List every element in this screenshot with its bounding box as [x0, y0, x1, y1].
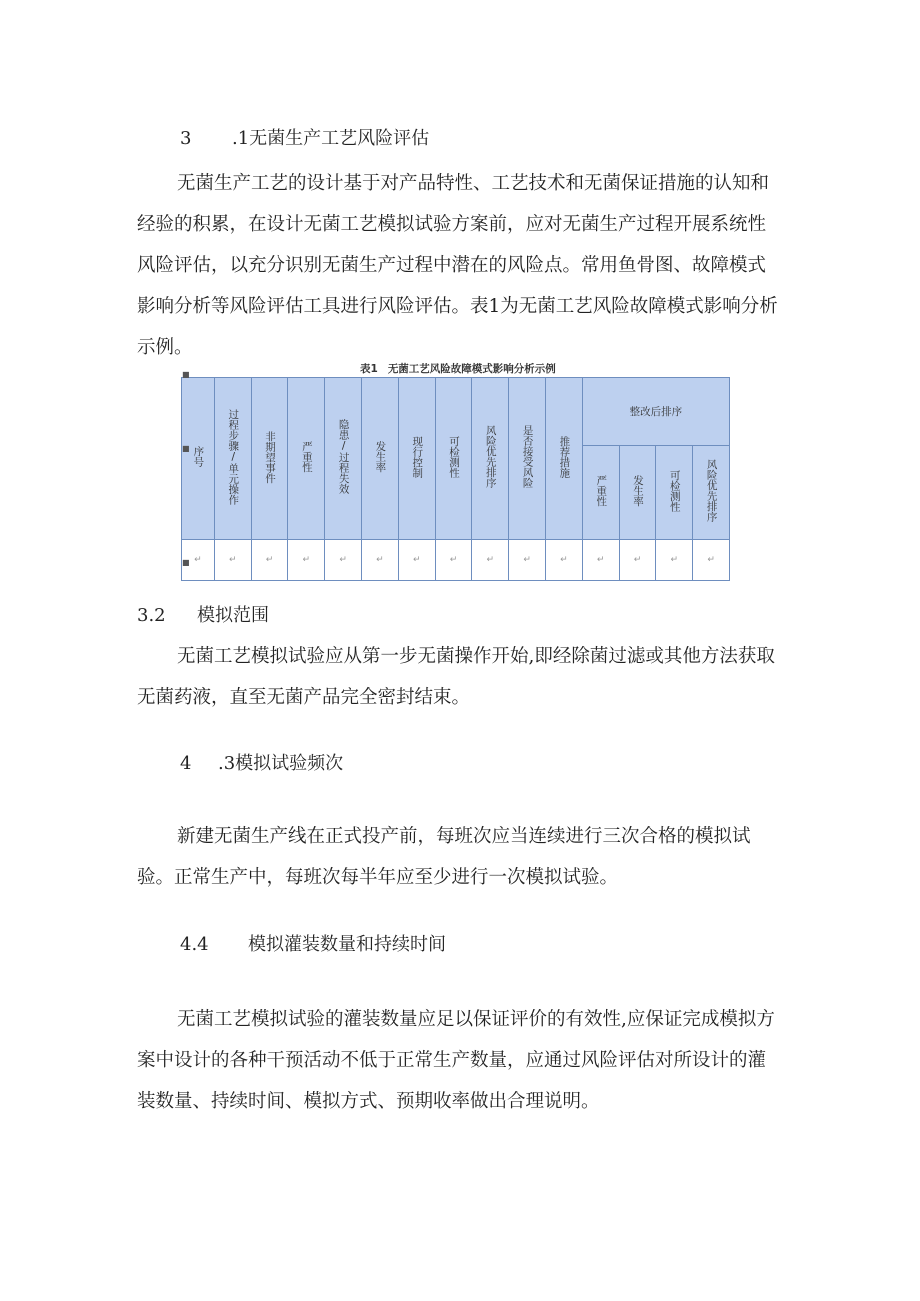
section-heading-3-2: [137, 601, 269, 627]
col-header-recommended-action: 推荐措施: [546, 378, 583, 540]
heading-number: 4.4: [180, 934, 209, 955]
col-header-severity: 严重性: [288, 378, 325, 540]
col-header-process-step: 过程步骤/单元操作: [214, 378, 251, 540]
heading-text: 模拟灌装数量和持续时间: [248, 934, 446, 955]
table-cell: ↵: [362, 539, 399, 580]
table-cell: ↵: [693, 539, 730, 580]
table-cell: ↵: [288, 539, 325, 580]
heading-number: 3.2: [137, 605, 166, 626]
group-header-after-correction: 整改后排序: [582, 378, 729, 446]
col-header-risk-priority: 风险优先排序: [472, 378, 509, 540]
table-caption-text: 无菌工艺风险故障模式影响分析示例: [387, 363, 556, 375]
col-header-undesired-event: 非期望事件: [251, 378, 288, 540]
heading-number: 3: [180, 128, 192, 149]
row-marker-icon: ■: [182, 444, 190, 453]
table-cell: ↵: [582, 539, 619, 580]
section-heading-3-1: [180, 124, 429, 150]
table-cell: ↵: [509, 539, 546, 580]
table-cell: ↵: [619, 539, 656, 580]
table-caption: [360, 361, 556, 376]
paragraph-text: 无菌生产工艺的设计基于对产品特性、工艺技术和无菌保证措施的认知和经验的积累，在设计无菌工艺模拟试验方案前，应对无菌生产过程开展系统性风险评估，以充分识别无菌生产过程中潜在的风险点。常用鱼骨图、故障模式影响分析等风险评估工具进行风险评估。表1为无菌工艺风险故障模式影响分析示例。: [137, 173, 778, 358]
table-cell: ↵: [251, 539, 288, 580]
table-cell: ↵: [398, 539, 435, 580]
table-caption-number: 表1: [360, 363, 378, 375]
sub-header-detectability: 可检测性: [656, 445, 693, 539]
col-header-occurrence: 发生率: [362, 378, 399, 540]
sub-header-severity: 严重性: [582, 445, 619, 539]
paragraph-frequency: [137, 816, 780, 898]
col-header-detectability: 可检测性: [435, 378, 472, 540]
row-marker-icon: ■: [182, 558, 190, 567]
heading-text: 模拟范围: [197, 605, 269, 626]
paragraph-scope: [137, 636, 780, 718]
col-header-accept-risk: 是否接受风险: [509, 378, 546, 540]
table-cell: ↵: [325, 539, 362, 580]
table-cell: ↵: [214, 539, 251, 580]
paragraph-fill-quantity: [137, 999, 780, 1122]
table-anchor-icon: ■: [182, 370, 190, 379]
paragraph-text: 新建无菌生产线在正式投产前，每班次应当连续进行三次合格的模拟试验。正常生产中，每班次每半年应至少进行一次模拟试验。: [137, 826, 751, 888]
section-heading-4-3: [180, 749, 343, 775]
heading-text: .3模拟试验频次: [218, 753, 344, 774]
heading-text: .1无菌生产工艺风险评估: [232, 128, 430, 149]
table-cell: ↵: [472, 539, 509, 580]
fmea-table: [181, 377, 730, 581]
paragraph-text: 无菌工艺模拟试验应从第一步无菌操作开始,即经除菌过滤或其他方法获取无菌药液，直至无菌产品完全密封结束。: [137, 646, 775, 708]
paragraph-text: 无菌工艺模拟试验的灌装数量应足以保证评价的有效性,应保证完成模拟方案中设计的各种干预活动不低于正常生产数量，应通过风险评估对所设计的灌装数量、持续时间、模拟方式、预期收率做出合理说明。: [137, 1009, 775, 1112]
col-header-serial: 序号: [182, 378, 215, 540]
col-header-current-control: 现行控制: [398, 378, 435, 540]
heading-number: 4: [180, 753, 192, 774]
col-header-hazard: 隐患/过程失效: [325, 378, 362, 540]
table-cell: ↵: [435, 539, 472, 580]
paragraph-risk-assessment: [137, 163, 780, 368]
sub-header-risk-priority: 风险优先排序: [693, 445, 730, 539]
table-cell: ↵: [546, 539, 583, 580]
table-cell: ↵: [656, 539, 693, 580]
section-heading-4-4: [180, 930, 446, 956]
sub-header-occurrence: 发生率: [619, 445, 656, 539]
table-cell: ↵: [182, 539, 215, 580]
